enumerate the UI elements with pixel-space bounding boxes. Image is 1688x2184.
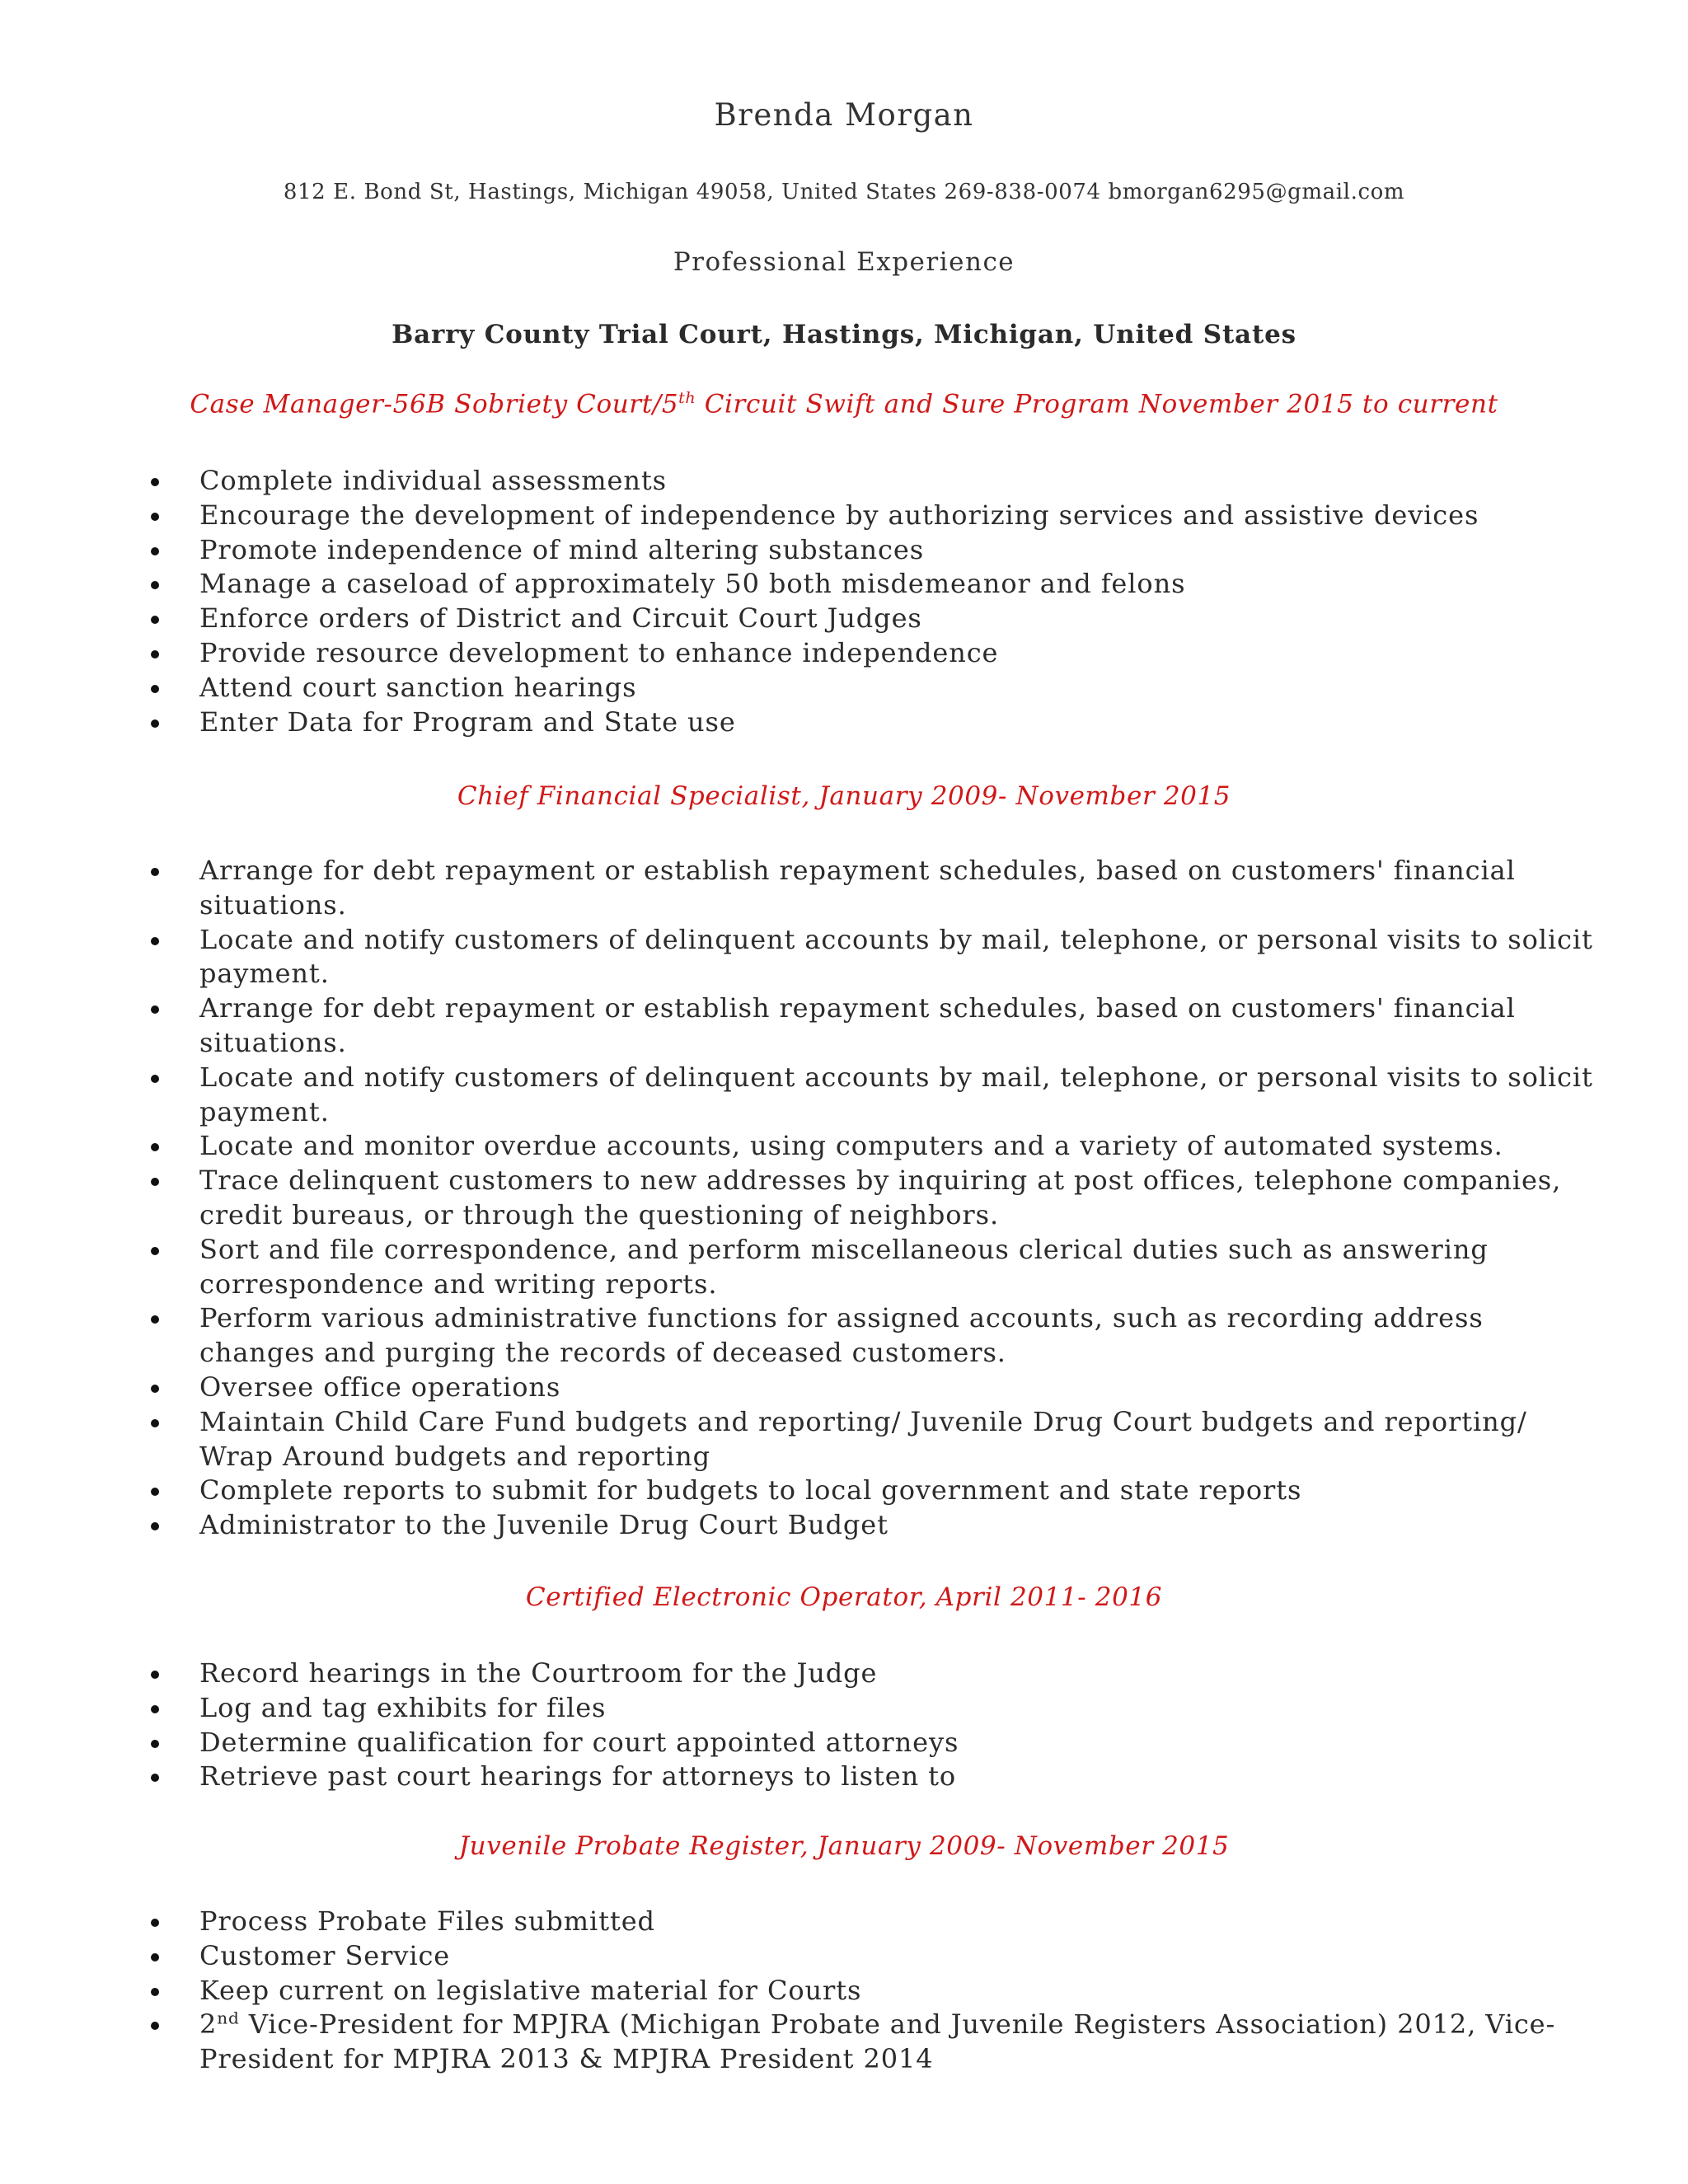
bullet-dot (151, 719, 159, 728)
bullet-item (0, 1371, 1601, 1405)
bullet-text: Log and tag exhibits for files (199, 1691, 607, 1723)
bullet-text: Locate and notify customers of delinquent accounts by mail, telephone, or personal visits to solicit payment. (199, 1061, 1593, 1127)
bullet-item (0, 1760, 1601, 1794)
bullet-item (0, 1301, 1601, 1371)
bullet-dot (151, 650, 159, 658)
bullet-dot (151, 513, 159, 521)
bullet-text: Encourage the development of independence by authorizing services and assistive devices (199, 499, 1479, 531)
bullet-dot (151, 868, 159, 876)
bullet-item (0, 464, 1601, 499)
bullet-text: Enter Data for Program and State use (199, 705, 736, 738)
role-bullets-juvenile-probate-register (0, 1905, 1601, 2077)
bullet-item (0, 533, 1601, 568)
bullet-item (0, 602, 1601, 636)
bullet-item (0, 923, 1601, 992)
bullet-item (0, 1657, 1601, 1691)
role-title-case-manager (0, 389, 1688, 419)
section-title: Professional Experience (673, 247, 1015, 277)
bullet-item (0, 2008, 1601, 2077)
bullet-text: Customer Service (199, 1939, 451, 1971)
bullet-dot (151, 1522, 159, 1530)
bullet-text: Keep current on legislative material for Courts (199, 1974, 862, 2006)
bullet-item (0, 1474, 1601, 1508)
bullet-dot (151, 1705, 159, 1713)
bullet-item (0, 1164, 1601, 1233)
bullet-text: Enforce orders of District and Circuit Court Judges (199, 602, 922, 635)
bullet-item (0, 671, 1601, 705)
bullet-item (0, 854, 1601, 923)
bullet-text: Determine qualification for court appointed attorneys (199, 1726, 959, 1758)
role-bullets-chief-financial-specialist (0, 854, 1601, 1543)
role-bullets-certified-electronic-operator (0, 1657, 1601, 1794)
bullet-dot (151, 2022, 159, 2030)
bullet-text: Promote independence of mind altering substances (199, 533, 925, 565)
bullet-item (0, 1691, 1601, 1726)
bullet-dot (151, 547, 159, 555)
bullet-text: Record hearings in the Courtroom for the Judge (199, 1657, 878, 1689)
bullet-dot (151, 1671, 159, 1679)
contact-line: 812 E. Bond St, Hastings, Michigan 49058, United States 269-838-0074 bmorgan6295@gmail.com (283, 180, 1405, 204)
bullet-item (0, 1061, 1601, 1130)
bullet-dot (151, 685, 159, 693)
bullet-text: Maintain Child Care Fund budgets and reporting/ Juvenile Drug Court budgets and reporting/ Wrap Around budgets and reporting (199, 1405, 1527, 1472)
bullet-item (0, 1726, 1601, 1760)
bullet-text: Arrange for debt repayment or establish repayment schedules, based on customers' financial situations. (199, 855, 1516, 921)
bullet-item (0, 636, 1601, 671)
bullet-text: Sort and file correspondence, and perform miscellaneous clerical duties such as answering correspondence and writing reports. (199, 1233, 1489, 1300)
bullet-item (0, 499, 1601, 533)
bullet-dot (151, 478, 159, 486)
bullet-text: Arrange for debt repayment or establish repayment schedules, based on customers' financial situations. (199, 992, 1516, 1058)
bullet-superscript: nd (217, 2008, 240, 2028)
bullet-dot (151, 1005, 159, 1014)
bullet-dot (151, 1774, 159, 1782)
candidate-name: Brenda Morgan (714, 97, 974, 133)
bullet-item (0, 1508, 1601, 1543)
bullet-dot (151, 1488, 159, 1496)
bullet-item (0, 1905, 1601, 1939)
bullet-dot (151, 1247, 159, 1255)
bullet-item (0, 1129, 1601, 1164)
bullet-dot (151, 937, 159, 945)
bullet-dot (151, 1178, 159, 1186)
bullet-item (0, 1233, 1601, 1302)
bullet-text: Locate and monitor overdue accounts, using computers and a variety of automated systems. (199, 1130, 1503, 1162)
bullet-text: Complete individual assessments (199, 465, 667, 496)
bullet-text: Manage a caseload of approximately 50 both misdemeanor and felons (199, 568, 1186, 600)
bullet-dot (151, 1075, 159, 1083)
role-title-chief-financial-specialist: Chief Financial Specialist, January 2009- November 2015 (457, 781, 1231, 811)
role-title-certified-electronic-operator: Certified Electronic Operator, April 2011- 2016 (525, 1582, 1163, 1612)
bullet-dot (151, 1385, 159, 1393)
bullet-item (0, 1939, 1601, 1974)
bullet-dot (151, 1143, 159, 1151)
bullet-text: Process Probate Files submitted (199, 1905, 655, 1937)
bullet-dot (151, 1919, 159, 1927)
bullet-dot (151, 1988, 159, 1996)
bullet-dot (151, 1953, 159, 1961)
bullet-item (0, 1974, 1601, 2008)
bullet-item (0, 1405, 1601, 1474)
role-title-superscript: th (678, 389, 696, 407)
bullet-text: Attend court sanction hearings (199, 671, 637, 703)
bullet-item (0, 567, 1601, 602)
bullet-item (0, 705, 1601, 740)
bullet-item (0, 991, 1601, 1061)
bullet-text: Oversee office operations (199, 1371, 561, 1403)
employer-heading: Barry County Trial Court, Hastings, Michigan, United States (392, 320, 1296, 349)
role-title-text: Case Manager-56B Sobriety Court/5 (190, 389, 679, 419)
bullet-dot (151, 1315, 159, 1324)
bullet-dot (151, 1419, 159, 1427)
bullet-text: Locate and notify customers of delinquent accounts by mail, telephone, or personal visits to solicit payment. (199, 923, 1593, 990)
bullet-text: Administrator to the Juvenile Drug Court Budget (199, 1509, 889, 1541)
bullet-text: Perform various administrative functions for assigned accounts, such as recording address changes and purging the records of deceased customers. (199, 1302, 1484, 1369)
bullet-text: Provide resource development to enhance independence (199, 636, 999, 668)
bullet-text: Vice-President for MPJRA (Michigan Probate and Juvenile Registers Association) 2012, Vice-President for MPJRA 2013 & MPJRA President 2014 (199, 2008, 1556, 2075)
bullet-text: 2 (199, 2008, 218, 2041)
bullet-text: Trace delinquent customers to new addresses by inquiring at post offices, telephone companies, credit bureaus, or through the questioning of neighbors. (199, 1165, 1562, 1230)
bullet-text: Retrieve past court hearings for attorneys to listen to (199, 1760, 957, 1793)
bullet-text: Complete reports to submit for budgets to local government and state reports (199, 1474, 1302, 1507)
bullet-dot (151, 1740, 159, 1748)
bullet-dot (151, 581, 159, 589)
role-title-juvenile-probate-register: Juvenile Probate Register, January 2009- November 2015 (458, 1831, 1230, 1861)
role-bullets-case-manager (0, 464, 1601, 739)
bullet-dot (151, 616, 159, 624)
role-title-text: Circuit Swift and Sure Program November 2015 to current (696, 389, 1498, 419)
